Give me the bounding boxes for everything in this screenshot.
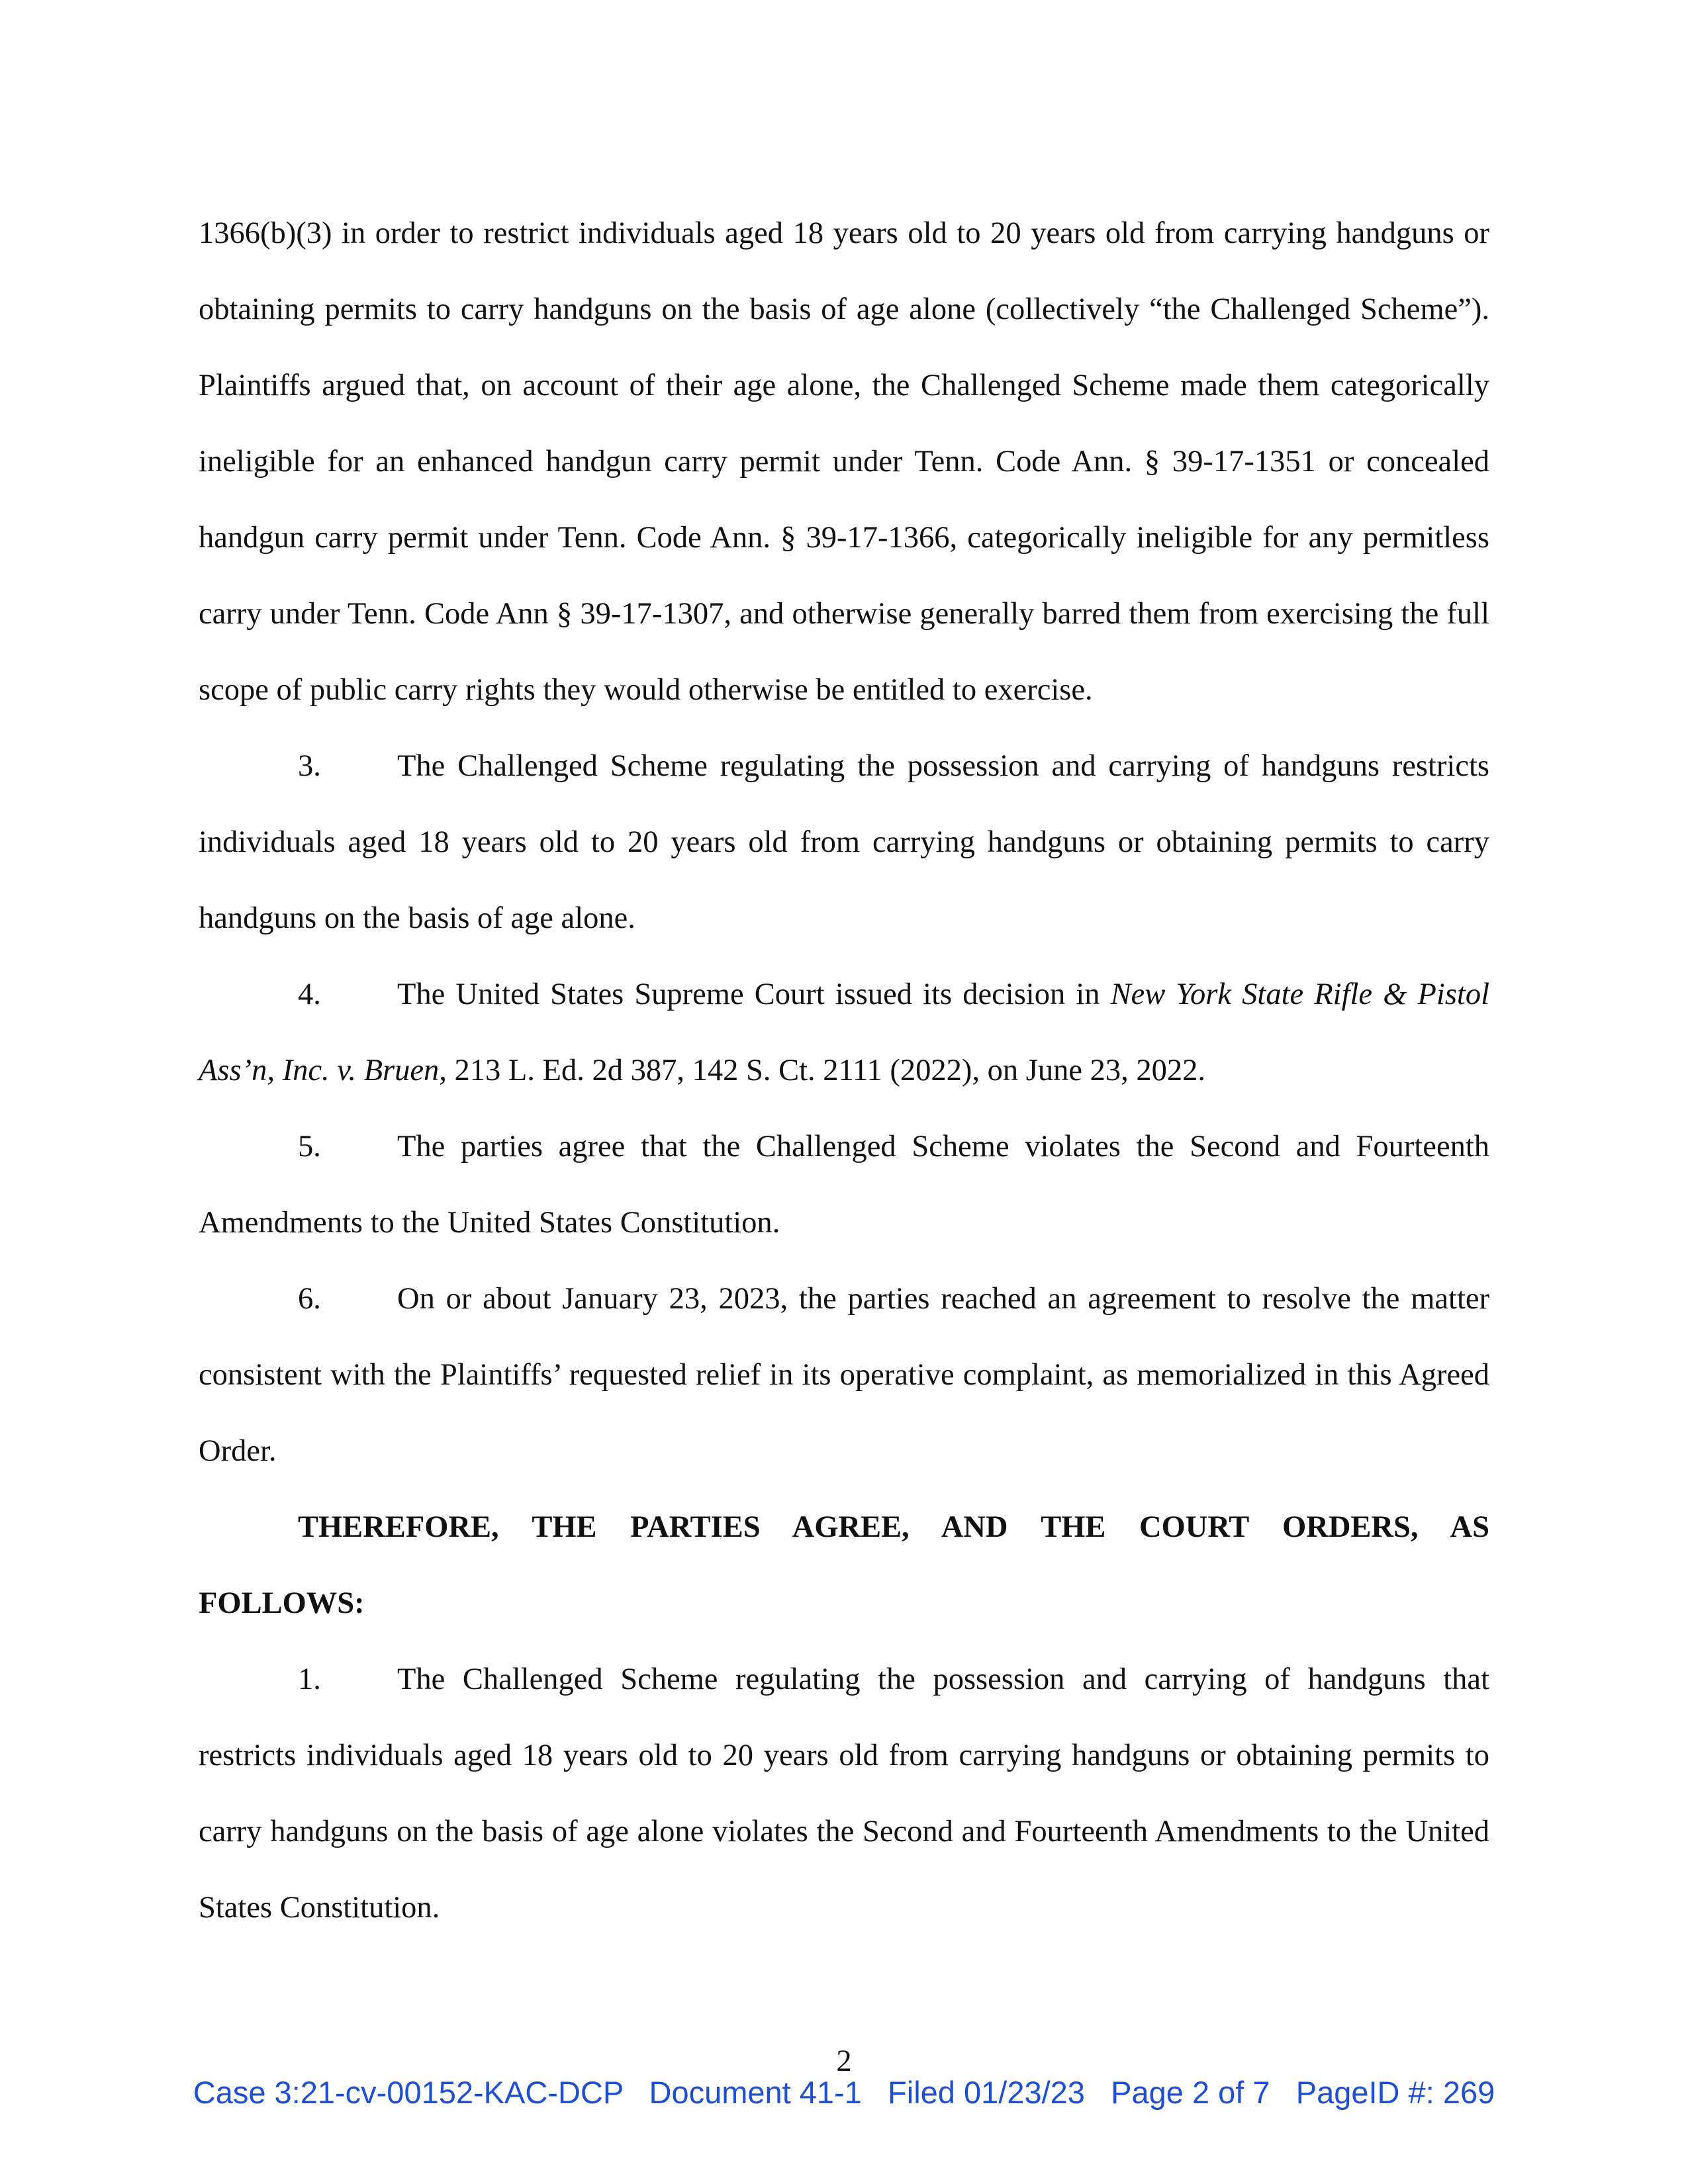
paragraph-text: The United States Supreme Court issued its decision in	[397, 978, 1111, 1011]
footer-page-id: PageID #: 269	[1295, 2075, 1495, 2110]
footer-filed-date: Filed 01/23/23	[888, 2075, 1085, 2110]
paragraph-number: 3.	[298, 749, 321, 783]
paragraph-continued	[199, 195, 1489, 728]
paragraph-4	[199, 956, 1489, 1109]
order-heading-line-2: FOLLOWS:	[199, 1586, 365, 1620]
order-heading-continuation	[199, 1565, 1489, 1641]
paragraph-number: 1.	[298, 1662, 321, 1696]
paragraph-5	[199, 1109, 1489, 1261]
paragraph-text: The Challenged Scheme regulating the possession and carrying of handguns that restricts individuals aged 18 years old to 20 years old from carrying handguns or obtaining permits to carry handguns on the basis of age alone violates the Second and Fourteenth Amendments to the United States Constitution.	[199, 1662, 1489, 1925]
paragraph-number: 5.	[298, 1130, 321, 1163]
paragraph-number: 4.	[298, 978, 321, 1011]
paragraph-text: The Challenged Scheme regulating the possession and carrying of handguns restricts individuals aged 18 years old to 20 years old from carrying handguns or obtaining permits to carry handguns on the basis of age alone.	[199, 749, 1489, 935]
case-citation: New York State Rifle & Pistol Ass’n, Inc. v. Bruen	[199, 978, 1490, 1087]
order-paragraph-1	[199, 1641, 1489, 1946]
order-heading	[199, 1489, 1489, 1565]
paragraph-text: 1366(b)(3) in order to restrict individuals aged 18 years old to 20 years old from carrying handguns or obtaining permits to carry handguns on the basis of age alone (collectively “the Challenged Scheme”). Plaintiffs argued that, on account of their age alone, the Challenged Scheme made them categorically ineligible for an enhanced handgun carry permit under Tenn. Code Ann. § 39-17-1351 or concealed handgun carry permit under Tenn. Code Ann. § 39-17-1366, categorically ineligible for any permitless carry under Tenn. Code Ann § 39-17-1307, and otherwise generally barred them from exercising the full scope of public carry rights they would otherwise be entitled to exercise.	[199, 216, 1489, 707]
page-number: 2	[836, 2044, 852, 2078]
footer-case-number: Case 3:21-cv-00152-KAC-DCP	[193, 2075, 624, 2110]
paragraph-6	[199, 1261, 1489, 1489]
order-heading-line-1: THEREFORE, THE PARTIES AGREE, AND THE COURT ORDERS, AS	[298, 1510, 1489, 1544]
case-filing-footer	[0, 2073, 1688, 2113]
footer-page-count: Page 2 of 7	[1111, 2075, 1270, 2110]
document-body	[199, 195, 1489, 1946]
paragraph-text: The parties agree that the Challenged Scheme violates the Second and Fourteenth Amendments to the United States Constitution.	[199, 1130, 1489, 1240]
paragraph-3	[199, 728, 1489, 956]
paragraph-text: On or about January 23, 2023, the parties reached an agreement to resolve the matter consistent with the Plaintiffs’ requested relief in its operative complaint, as memorialized in this Agreed Order.	[199, 1282, 1489, 1468]
paragraph-number: 6.	[298, 1282, 321, 1316]
footer-document-number: Document 41-1	[649, 2075, 862, 2110]
paragraph-text: , 213 L. Ed. 2d 387, 142 S. Ct. 2111 (2022), on June 23, 2022.	[439, 1054, 1206, 1087]
